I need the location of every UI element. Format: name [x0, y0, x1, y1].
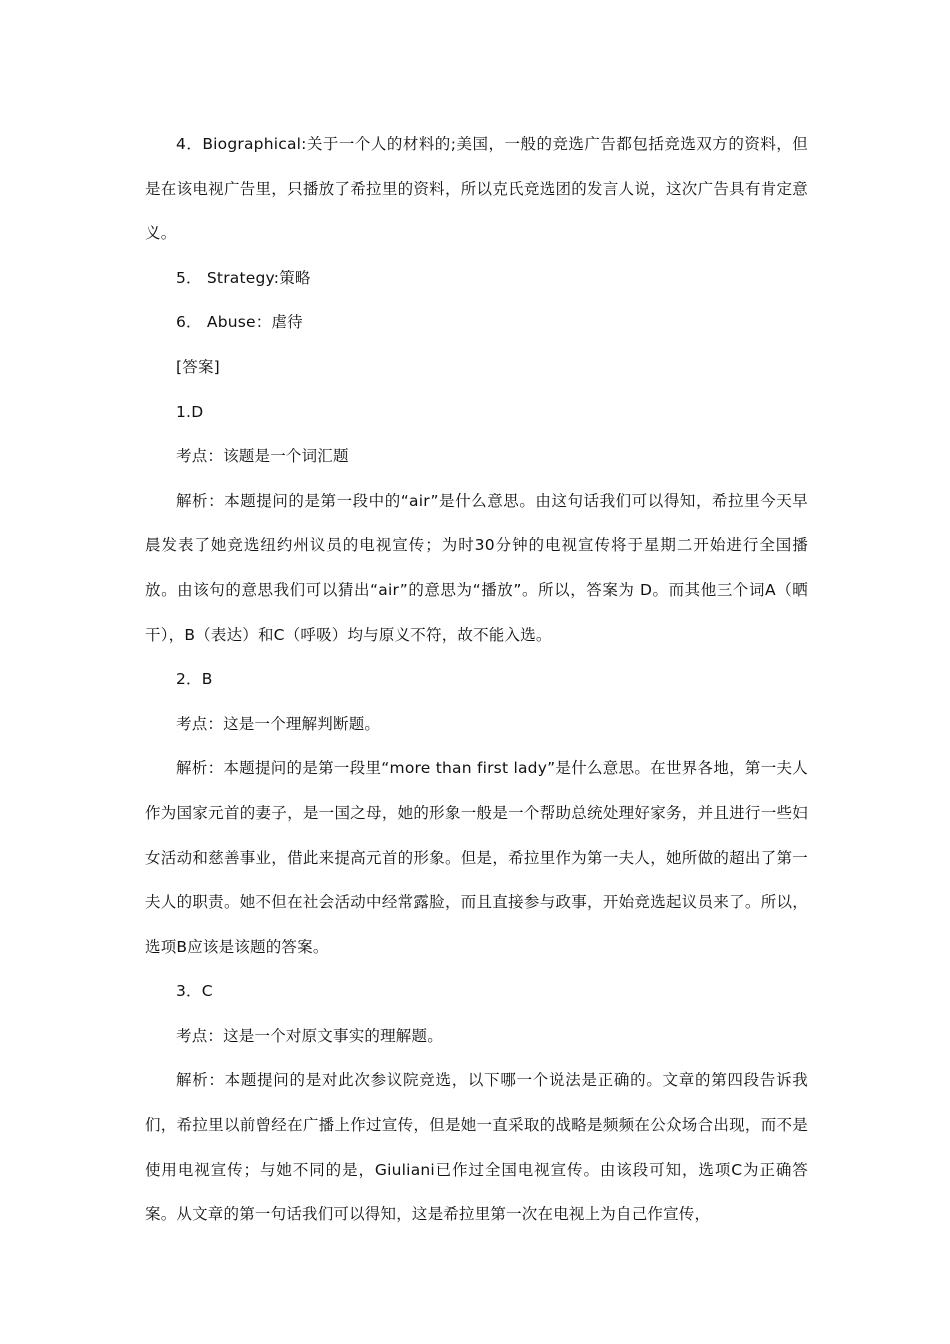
answer-2-analysis: 解析：本题提问的是第一段里“more than first lady”是什么意思。在世界各地，第一夫人作为国家元首的妻子，是一国之母，她的形象一般是一个帮助总统处理好家务，并且进行一些妇女活动和慈善事业，借此来提高元首的形象。但是，希拉里作为第一夫人，她所做的超出了第一夫人的职责。她不但在社会活动中经常露脸，而且直接参与政事，开始竞选起议员来了。所以，选项B应该是该题的答案。 [145, 759, 808, 956]
answer-3-analysis: 解析：本题提问的是对此次参议院竞选，以下哪一个说法是正确的。文章的第四段告诉我们，希拉里以前曾经在广播上作过宣传，但是她一直采取的战略是频频在公众场合出现，而不是使用电视宣传；与她不同的是，Giuliani已作过全国电视宣传。由该段可知，选项C为正确答案。从文章的第一句话我们可以得知，这是希拉里第一次在电视上为自己作宣传， [145, 1071, 808, 1224]
answer-heading: [答案] [176, 357, 220, 376]
paragraph-strategy: 5． Strategy:策略 [176, 268, 311, 287]
paragraph-biographical: 4．Biographical:关于一个人的材料的;美国，一般的竞选广告都包括竞选双方的资料，但是在该电视广告里，只播放了希拉里的资料，所以克氏竞选团的发言人说，这次广告具有肯定意义。 [145, 135, 808, 243]
document-body [145, 122, 808, 1237]
answer-2-point: 考点：这是一个理解判断题。 [176, 714, 381, 733]
paragraph-abuse: 6． Abuse：虐待 [176, 313, 303, 332]
answer-3-point: 考点：这是一个对原文事实的理解题。 [176, 1026, 443, 1045]
answer-1-point: 考点：该题是一个词汇题 [176, 447, 349, 466]
answer-2: 2．B [176, 670, 213, 689]
answer-1-analysis: 解析：本题提问的是第一段中的“air”是什么意思。由这句话我们可以得知，希拉里今天早晨发表了她竞选纽约州议员的电视宣传；为时30分钟的电视宣传将于星期二开始进行全国播放。由该句的意思我们可以猜出“air”的意思为“播放”。所以，答案为 D。而其他三个词A（晒干），B（表达）和C（呼吸）均与原义不符，故不能入选。 [145, 491, 808, 644]
answer-1: 1.D [176, 402, 204, 421]
answer-3: 3．C [176, 982, 213, 1001]
